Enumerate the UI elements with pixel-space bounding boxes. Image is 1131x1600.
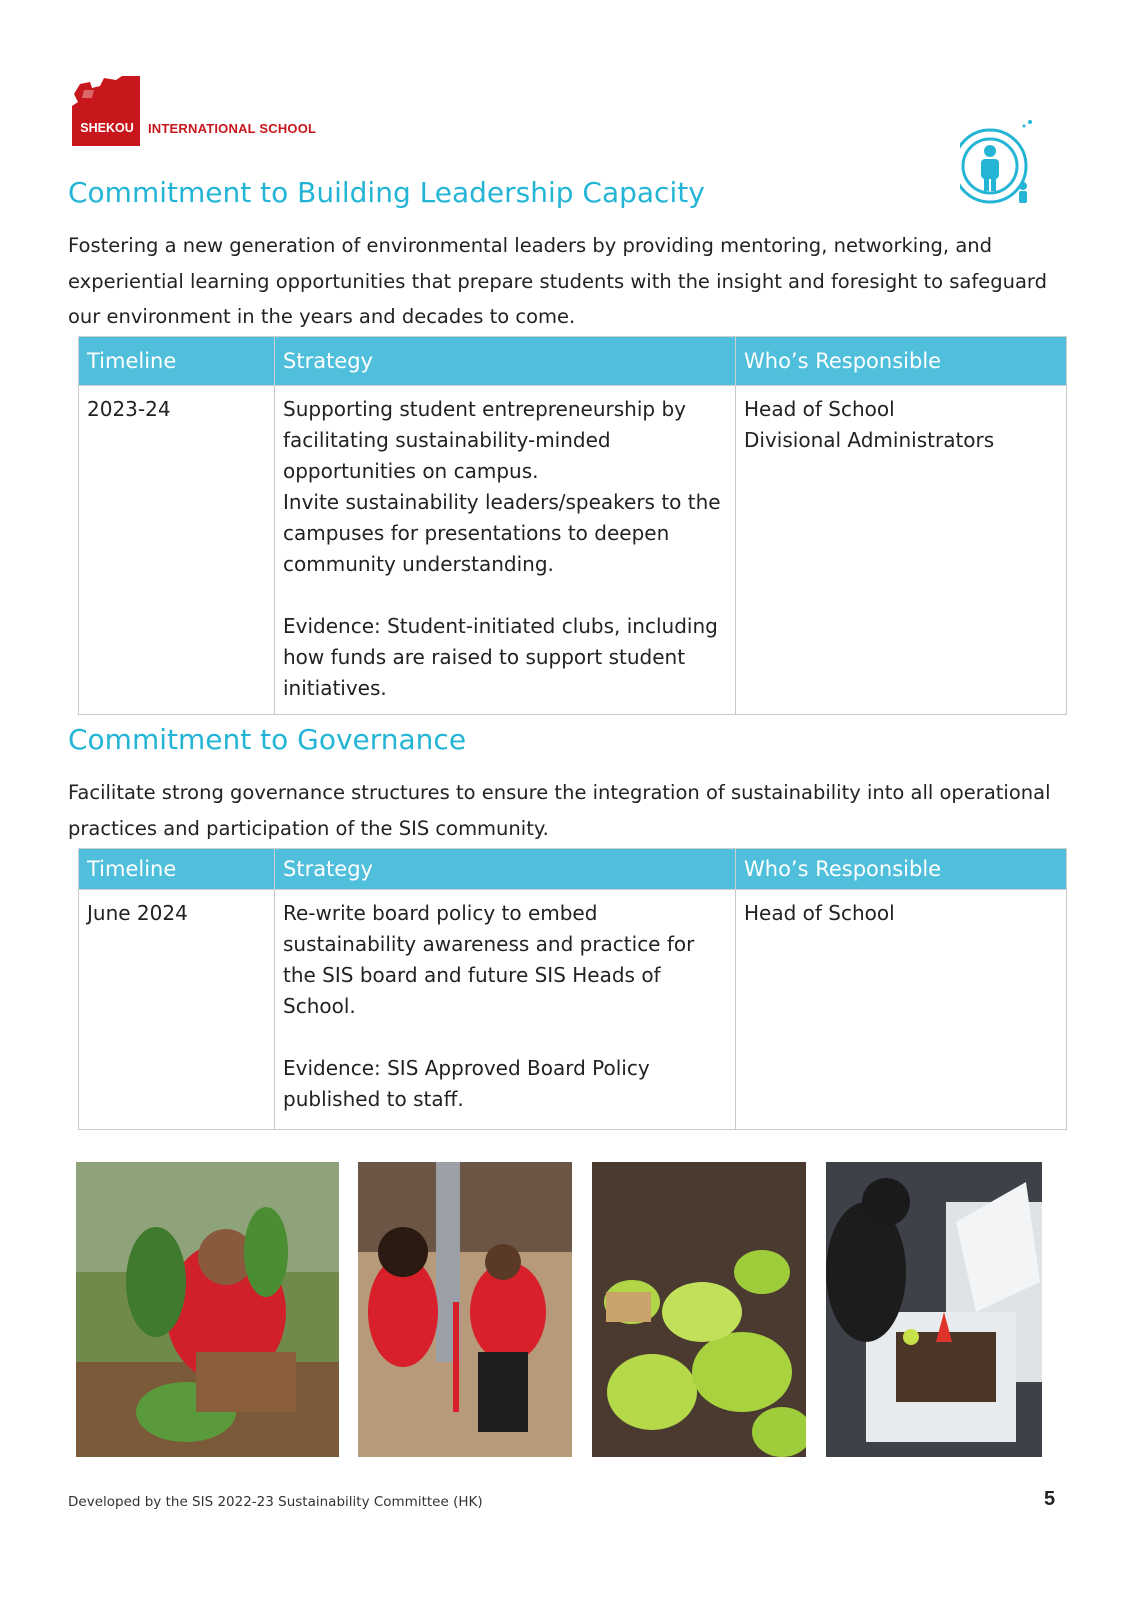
evidence-text: Evidence: SIS Approved Board Policy published to staff. bbox=[283, 1056, 650, 1111]
strategy-cell bbox=[275, 386, 736, 715]
table-header-row bbox=[79, 849, 1067, 890]
page-number: 5 bbox=[1044, 1488, 1056, 1510]
responsible-text: Head of School bbox=[744, 901, 895, 925]
header-timeline: Timeline bbox=[79, 337, 275, 386]
header-timeline: Timeline bbox=[79, 849, 275, 890]
timeline-cell: 2023-24 bbox=[79, 386, 275, 715]
photo-seedlings bbox=[592, 1162, 806, 1457]
section-title-leadership: Commitment to Building Leadership Capacity bbox=[68, 176, 705, 209]
logo-mark-icon bbox=[70, 76, 144, 146]
section-intro-leadership: Fostering a new generation of environmental leaders by providing mentoring, networking, and experiential learning opportunities that prepare students with the insight and foresight to safeguard our environment in the years and decades to come. bbox=[68, 234, 1047, 328]
responsible-text: Head of School bbox=[744, 397, 895, 421]
strategy-text: Supporting student entrepreneurship by facilitating sustainability-minded opportunities on campus. bbox=[283, 397, 686, 483]
section-title-governance: Commitment to Governance bbox=[68, 723, 467, 756]
strategy-text: Re-write board policy to embed sustainability awareness and practice for the SIS board and future SIS Heads of School. bbox=[283, 901, 695, 1018]
governance-table bbox=[78, 848, 1067, 1130]
photo-child-gardening bbox=[76, 1162, 339, 1457]
header-strategy: Strategy bbox=[275, 849, 736, 890]
strategy-cell bbox=[275, 890, 736, 1130]
section-intro-governance: Facilitate strong governance structures to ensure the integration of sustainability into all operational practices and participation of the SIS community. bbox=[68, 781, 1051, 840]
table-row bbox=[79, 386, 1067, 715]
leadership-people-icon bbox=[960, 118, 1060, 218]
header-strategy: Strategy bbox=[275, 337, 736, 386]
logo-school-text: INTERNATIONAL SCHOOL bbox=[148, 121, 317, 136]
footer-credit: Developed by the SIS 2022-23 Sustainability Committee (HK) bbox=[68, 1494, 483, 1510]
photo-children-digging bbox=[358, 1162, 572, 1457]
header-responsible: Who’s Responsible bbox=[736, 849, 1067, 890]
photo-compost-bins bbox=[826, 1162, 1042, 1457]
timeline-cell: June 2024 bbox=[79, 890, 275, 1130]
logo-shekou-text: SHEKOU bbox=[80, 121, 134, 135]
table-header-row bbox=[79, 337, 1067, 386]
strategy-text: Invite sustainability leaders/speakers to the campuses for presentations to deepen community understanding. bbox=[283, 490, 721, 576]
school-logo bbox=[70, 76, 370, 146]
leadership-table bbox=[78, 336, 1067, 715]
table-row bbox=[79, 890, 1067, 1130]
responsible-cell bbox=[736, 890, 1067, 1130]
responsible-text: Divisional Administrators bbox=[744, 428, 995, 452]
responsible-cell bbox=[736, 386, 1067, 715]
evidence-text: Evidence: Student-initiated clubs, including how funds are raised to support student initiatives. bbox=[283, 614, 718, 700]
header-responsible: Who’s Responsible bbox=[736, 337, 1067, 386]
